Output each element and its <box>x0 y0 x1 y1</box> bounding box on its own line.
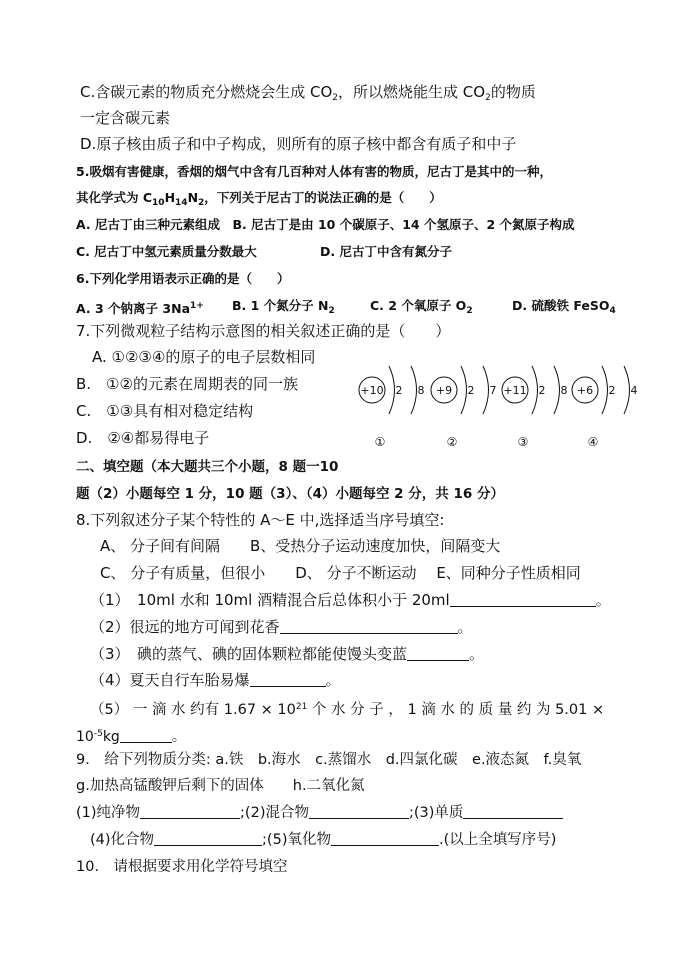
subscript: 10 <box>152 198 165 208</box>
shell-electron-count: 2 <box>467 384 475 397</box>
question-8-options-cde: C、 分子有质量，但很小 D、 分子不断运动 E、同种分子性质相同 <box>100 564 581 582</box>
text: H <box>164 190 176 205</box>
atom-label: ④ <box>587 435 599 449</box>
question-8-item-4 <box>90 670 341 690</box>
question-5-option-c: C. 尼古丁中氢元素质量分数最大 <box>76 244 257 259</box>
atom-label: ① <box>374 435 386 449</box>
option-c-text: C.含碳元素的物质充分燃烧会生成 CO <box>80 83 333 101</box>
shell-electron-count: 2 <box>608 384 616 397</box>
answer-blank[interactable] <box>450 592 596 607</box>
question-6-stem: 6.下列化学用语表示正确的是（ ） <box>76 271 290 286</box>
nucleus-charge: +10 <box>360 384 384 397</box>
question-9-stem: 9. 给下列物质分类: a.铁 b.海水 c.蒸馏水 d.四氯化碳 e.液态氮 f.臭氧 <box>76 752 582 768</box>
question-5-options-ab: A. 尼古丁由三种元素组成 B. 尼古丁是由 10 个碳原子、14 个氢原子、2 个氮原子构成 <box>76 217 575 232</box>
text: C. 2 个氧原子 O <box>370 298 467 313</box>
electron-shell-arc <box>461 366 467 414</box>
option-c-continued: 一定含碳元素 <box>80 109 171 127</box>
superscript: 21 <box>295 702 308 712</box>
electron-shell-arc <box>532 366 538 414</box>
text: (1)纯净物 <box>76 805 141 821</box>
question-8-item-1 <box>90 590 611 610</box>
text: 。 <box>457 618 473 636</box>
text: N <box>187 190 199 205</box>
text: .(以上全填写序号) <box>438 832 557 848</box>
section-2-heading: 二、填空题（本大题共三个小题，8 题一10 <box>76 459 339 475</box>
subscript: 4 <box>609 306 616 316</box>
text: ;(3)单质 <box>408 805 464 821</box>
atom-label: ③ <box>517 435 529 449</box>
question-8-item-5 <box>90 697 604 720</box>
electron-shell-arc <box>624 366 630 414</box>
text: （4）夏天自行车胎易爆 <box>90 671 250 689</box>
option-c-text-3: 的物质 <box>490 83 536 101</box>
text: 。 <box>595 591 611 609</box>
nucleus-charge: +6 <box>576 384 594 397</box>
text: （5） 一 滴 水 约有 1.67 × 10 <box>90 702 296 718</box>
electron-shell-arc <box>483 366 489 414</box>
text: （3） 碘的蒸气、碘的固体颗粒都能使馒头变蓝 <box>90 645 408 663</box>
shell-electron-count: 2 <box>538 384 546 397</box>
text: ，下列关于尼古丁的说法正确的是（ ） <box>204 190 442 205</box>
question-6-option-b <box>232 296 335 321</box>
answer-blank[interactable] <box>280 619 458 634</box>
text: B. 1 个氮分子 N <box>232 298 329 313</box>
question-8-item-3 <box>90 644 484 664</box>
shell-electron-count: 8 <box>560 384 568 397</box>
question-8-options-ab: A、 分子间有间隔 B、受热分子运动速度加快，间隔变大 <box>100 537 501 555</box>
atom-structure-diagrams <box>352 350 642 460</box>
text: （2）很远的地方可闻到花香 <box>90 618 280 636</box>
question-9-stem-cont: g.加热高锰酸钾后剩下的固体 h.二氧化氮 <box>76 778 365 794</box>
question-5-formula-line <box>76 188 442 213</box>
answer-blank[interactable] <box>250 672 326 687</box>
option-c-line <box>80 82 536 108</box>
question-8-item-5-cont <box>76 724 186 747</box>
subscript: 2 <box>466 306 473 316</box>
text: ;(2)混合物 <box>240 805 309 821</box>
section-2-heading-cont: 题（2）小题每空 1 分，10 题（3）、（4）小题每空 2 分，共 16 分） <box>76 486 504 502</box>
text: kg <box>102 729 120 745</box>
subscript: 2 <box>328 306 335 316</box>
text: D. 硫酸铁 FeSO <box>512 298 610 313</box>
question-9-row-2 <box>90 830 556 850</box>
question-7-option-b: B. ①②的元素在周期表的同一族 <box>76 375 298 393</box>
subscript: 2 <box>332 93 339 103</box>
shell-electron-count: 8 <box>417 384 425 397</box>
atom-label: ② <box>446 435 458 449</box>
question-10-stem: 10. 请根据要求用化学符号填空 <box>76 859 288 875</box>
answer-blank[interactable] <box>140 804 240 819</box>
text: 其化学式为 C <box>76 190 153 205</box>
option-d-line: D.原子核由质子和中子构成，则所有的原子核中都含有质子和中子 <box>80 135 517 153</box>
question-6-option-a <box>76 296 204 319</box>
text: 。 <box>469 645 485 663</box>
answer-blank[interactable] <box>407 646 469 661</box>
text: ;(5)氧化物 <box>262 832 331 848</box>
question-5-stem: 5.吸烟有害健康，香烟的烟气中含有几百种对人体有害的物质，尼古丁是其中的一种， <box>76 164 552 179</box>
shell-electron-count: 4 <box>630 384 638 397</box>
subscript: 2 <box>485 93 491 103</box>
nucleus-charge: +11 <box>503 384 527 397</box>
text: A. 3 个钠离子 3Na <box>76 301 191 316</box>
question-6-option-c <box>370 296 473 321</box>
answer-blank[interactable] <box>463 804 563 819</box>
shell-electron-count: 7 <box>489 384 497 397</box>
text: 10 <box>76 729 94 745</box>
subscript: 2 <box>198 198 205 208</box>
electron-shell-arc <box>602 366 608 414</box>
question-8-stem: 8.下列叙述分子某个特性的 A～E 中,选择适当序号填空: <box>76 511 445 529</box>
question-7-option-d: D. ②④都易得电子 <box>76 429 210 447</box>
text: 。 <box>325 671 341 689</box>
electron-shell-arc <box>389 366 395 414</box>
question-8-item-2 <box>90 617 473 637</box>
question-7-option-c: C. ①③具有相对稳定结构 <box>76 402 254 420</box>
option-c-text-2: ，所以燃烧能生成 CO <box>338 83 486 101</box>
question-5-option-d: D. 尼古丁中含有氮分子 <box>320 244 452 259</box>
answer-blank[interactable] <box>154 831 262 846</box>
electron-shell-arc <box>554 366 560 414</box>
text: （1） 10ml 水和 10ml 酒精混合后总体积小于 20ml <box>90 591 450 609</box>
superscript: 1+ <box>190 301 204 311</box>
question-7-option-a: A. ①②③④的原子的电子层数相同 <box>92 348 316 366</box>
text: 个 水 分 子 ， 1 滴 水 的 质 量 约 为 5.01 × <box>307 702 605 718</box>
electron-shell-arc <box>411 366 417 414</box>
question-6-option-d <box>512 296 616 321</box>
text: 。 <box>171 729 186 745</box>
text: (4)化合物 <box>90 832 155 848</box>
subscript: 14 <box>175 198 188 208</box>
answer-blank[interactable] <box>309 804 409 819</box>
answer-blank[interactable] <box>331 831 439 846</box>
question-9-row-1 <box>76 803 563 823</box>
superscript: -5 <box>93 729 103 739</box>
answer-blank[interactable] <box>120 728 172 743</box>
nucleus-charge: +9 <box>435 384 453 397</box>
shell-electron-count: 2 <box>395 384 403 397</box>
question-7-stem: 7.下列微观粒子结构示意图的相关叙述正确的是（ ） <box>76 322 451 340</box>
